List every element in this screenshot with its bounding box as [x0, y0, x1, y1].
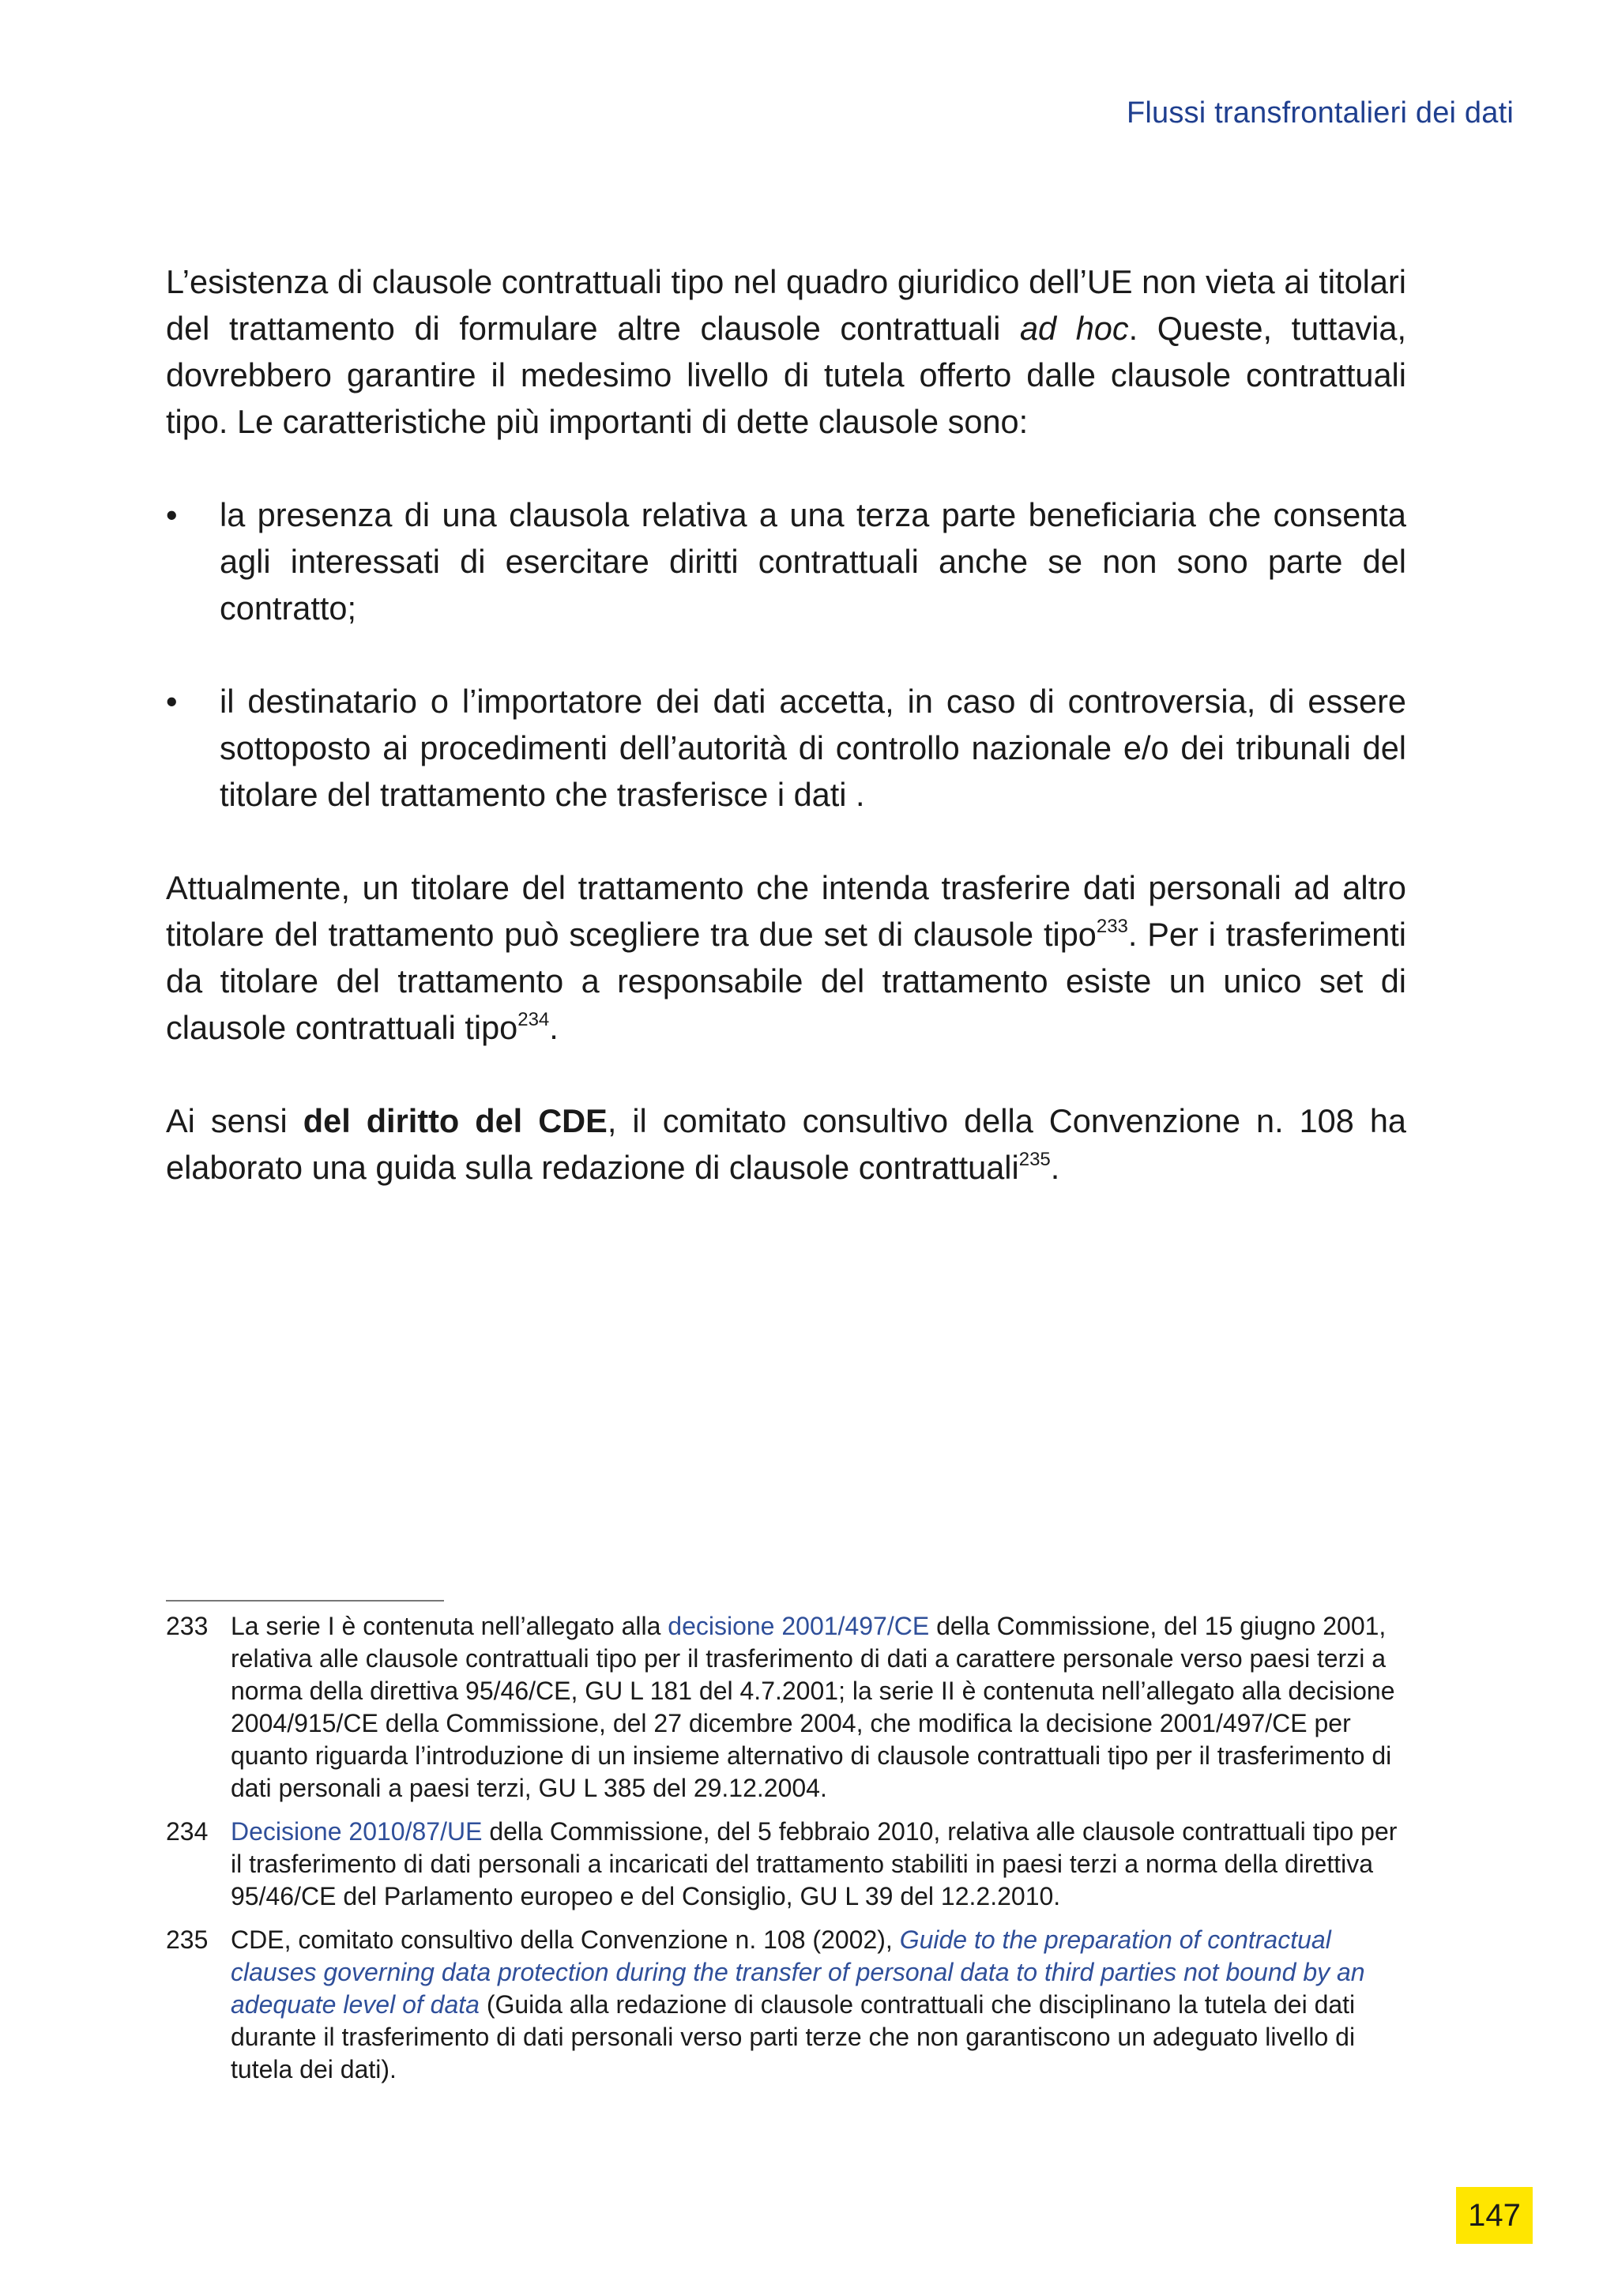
list-item: • il destinatario o l’importatore dei dati accetta, in caso di controversia, di essere sottoposto ai procedimenti dell’autorità di controllo nazionale e/o dei tribunali del titolare del trattamento che trasferisce i dati . [166, 678, 1406, 818]
footnote-ref-234[interactable]: 234 [517, 1009, 550, 1030]
footnotes-section [166, 1610, 1408, 2086]
footnote-text: CDE, comitato consultivo della Convenzione n. 108 (2002), Guide to the preparation of contractual clauses governing data protection during the transfer of personal data to third parties not bound by an adequate level of data (Guida alla redazione di clausole contrattuali che disciplinano la tutela dei dati durante il trasferimento di dati personali verso parti terze che non garantiscono un adeguato livello di tutela dei dati). [231, 1925, 1365, 2083]
italic-ad-hoc: ad hoc [1019, 310, 1129, 347]
footnote-text: La serie I è contenuta nell’allegato alla decisione 2001/497/CE della Commissione, del 15 giugno 2001, relativa alle clausole contrattuali tipo per il trasferimento di dati a carattere personale verso paesi terzi a norma della direttiva 95/46/CE, GU L 181 del 4.7.2001; la serie II è contenuta nell’allegato alla decisione 2004/915/CE della Commissione, del 27 dicembre 2004, che modifica la decisione 2001/497/CE per quanto riguarda l’introduzione di un insieme alternativo di clausole contrattuali tipo per il trasferimento di dati personali a paesi terzi, GU L 385 del 29.12.2004. [231, 1612, 1395, 1802]
paragraph-standard-clauses: L’esistenza di clausole contrattuali tipo nel quadro giuridico dell’UE non vieta ai titolari del trattamento di formulare altre clausole contrattuali ad hoc. Queste, tuttavia, dovrebbero garantire il medesimo livello di tutela offerto dalle clausole contrattuali tipo. Le caratteristiche più importanti di dette clausole sono: [166, 263, 1406, 440]
footnote-number: 234 [166, 1817, 209, 1846]
footnote-235 [166, 1924, 1408, 2086]
footnote-234 [166, 1816, 1408, 1913]
paragraph-coe-law: Ai sensi del diritto del CDE, il comitato consultivo della Convenzione n. 108 ha elaborato una guida sulla redazione di clausole contrattuali$^{235}$. [166, 1102, 1406, 1186]
guide-contractual-clauses-link[interactable]: Guide to the preparation of contractual clauses governing data protection during the transfer of personal data to third parties not bound by an adequate level of data [231, 1925, 1365, 2019]
list-item: • la presenza di una clausola relativa a una terza parte beneficiaria che consenta agli interessati di esercitare diritti contrattuali anche se non sono parte del contratto; [166, 491, 1406, 631]
footnote-number: 235 [166, 1925, 209, 1954]
footnote-divider [166, 1600, 444, 1602]
bullet-icon: • [166, 496, 178, 533]
paragraph-clause-sets: Attualmente, un titolare del trattamento che intenda trasferire dati personali ad altro titolare del trattamento può scegliere tra due set di clausole tipo$^{233}$. Per i trasferimenti da titolare del trattamento a responsabile del trattamento esiste un unico set di clausole contrattuali tipo$^{234}$. [166, 869, 1406, 1046]
bold-coe-law: del diritto del CDE [303, 1102, 608, 1139]
decision-2010-87-link[interactable]: Decisione 2010/87/UE [231, 1817, 483, 1846]
footnote-ref-235[interactable]: 235 [1018, 1149, 1051, 1170]
footnote-ref-233[interactable]: 233 [1096, 916, 1128, 937]
clause-features-list [166, 491, 1406, 818]
footnote-233 [166, 1610, 1408, 1805]
main-body-text [166, 258, 1406, 1191]
decision-2001-497-link[interactable]: decisione 2001/497/CE [668, 1612, 930, 1640]
bullet-icon: • [166, 683, 178, 720]
footnote-number: 233 [166, 1612, 209, 1640]
running-header-title: Flussi transfrontalieri dei dati [1126, 96, 1514, 130]
footnote-text: Decisione 2010/87/UE della Commissione, del 5 febbraio 2010, relativa alle clausole contrattuali tipo per il trasferimento di dati personali a incaricati del trattamento stabiliti in paesi terzi a norma della direttiva 95/46/CE del Parlamento europeo e del Consiglio, GU L 39 del 12.2.2010. [231, 1817, 1398, 1910]
page-number-badge: 147 [1456, 2187, 1533, 2244]
